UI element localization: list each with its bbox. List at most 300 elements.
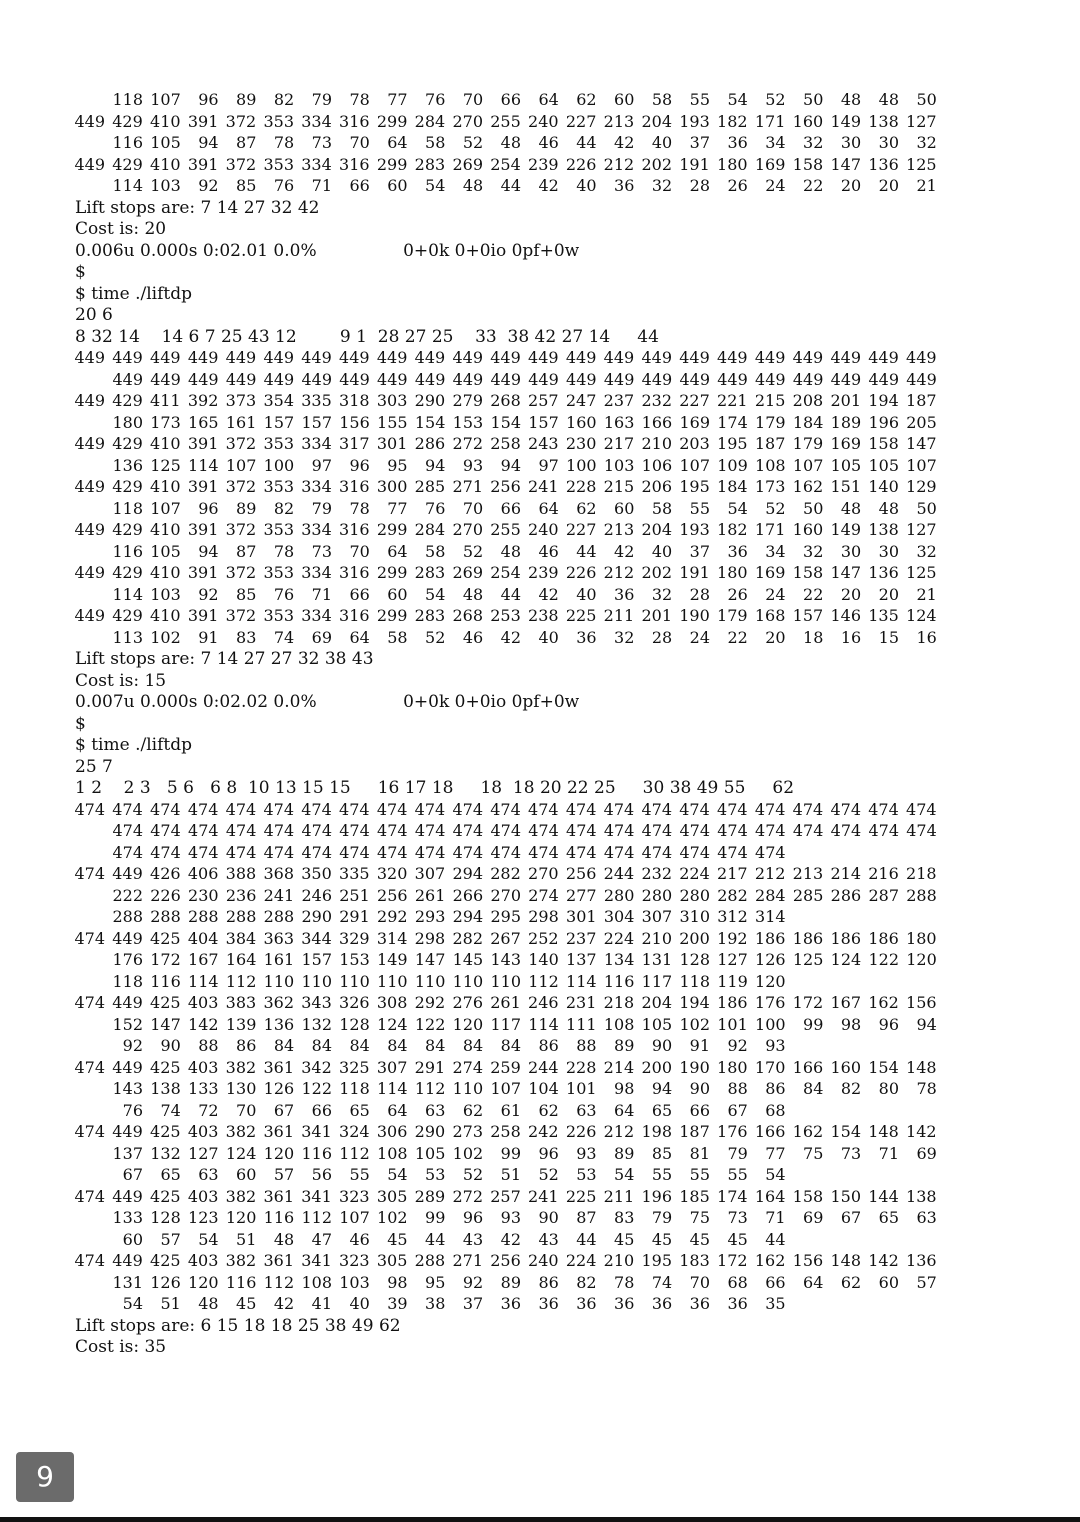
number-cell: 257 bbox=[528, 391, 559, 410]
number-cell: 162 bbox=[792, 477, 824, 496]
number-cell: 334 bbox=[301, 434, 332, 453]
output-text-line: 25 7 bbox=[75, 756, 113, 777]
number-cell: 54 bbox=[425, 176, 446, 195]
number-cell: 108 bbox=[377, 1143, 408, 1163]
number-cell: 79 bbox=[651, 1208, 673, 1227]
number-cell: 217 bbox=[717, 864, 748, 883]
number-cell: 127 bbox=[717, 950, 748, 969]
number-cell: 270 bbox=[528, 864, 559, 883]
number-cell: 105 bbox=[641, 1014, 673, 1034]
number-cell: 195 bbox=[679, 477, 710, 496]
number-cell: 90 bbox=[160, 1036, 181, 1055]
number-cell: 40 bbox=[576, 176, 597, 195]
number-cell: 150 bbox=[830, 1186, 861, 1206]
number-cell: 96 bbox=[878, 1014, 899, 1034]
number-cell: 84 bbox=[349, 1036, 370, 1055]
number-cell: 116 bbox=[112, 133, 143, 152]
number-cell: 32 bbox=[916, 133, 937, 152]
number-cell: 341 bbox=[301, 1186, 332, 1206]
number-cell: 406 bbox=[187, 864, 219, 883]
number-cell: 105 bbox=[414, 1143, 446, 1163]
number-cell: 474 bbox=[490, 842, 521, 862]
number-cell: 186 bbox=[717, 993, 748, 1012]
number-cell: 154 bbox=[830, 1122, 861, 1141]
number-cell: 98 bbox=[387, 1272, 408, 1292]
number-cell: 363 bbox=[263, 928, 294, 948]
number-cell: 334 bbox=[301, 520, 332, 539]
number-cell: 161 bbox=[225, 412, 257, 432]
number-cell: 213 bbox=[603, 111, 635, 131]
number-row bbox=[0, 1250, 1080, 1272]
number-cell: 127 bbox=[906, 111, 937, 131]
number-cell: 335 bbox=[301, 391, 332, 410]
number-cell: 89 bbox=[614, 1143, 635, 1163]
number-cell: 108 bbox=[301, 1272, 332, 1292]
number-cell: 39 bbox=[387, 1294, 408, 1313]
number-cell: 119 bbox=[717, 971, 748, 991]
number-row bbox=[0, 369, 1080, 391]
number-cell: 203 bbox=[679, 434, 710, 453]
number-cell: 474 bbox=[74, 1057, 105, 1077]
number-cell: 36 bbox=[727, 541, 748, 561]
number-cell: 274 bbox=[528, 885, 559, 905]
number-cell: 133 bbox=[188, 1079, 219, 1098]
number-cell: 75 bbox=[689, 1208, 710, 1227]
number-cell: 24 bbox=[765, 176, 786, 195]
number-cell: 298 bbox=[414, 928, 446, 948]
number-cell: 62 bbox=[840, 1272, 862, 1292]
number-cell: 391 bbox=[187, 111, 219, 131]
number-cell: 171 bbox=[754, 111, 786, 131]
number-cell: 474 bbox=[150, 842, 181, 862]
number-cell: 97 bbox=[538, 455, 559, 475]
number-cell: 210 bbox=[641, 434, 672, 453]
number-cell: 256 bbox=[565, 864, 597, 883]
number-cell: 74 bbox=[273, 627, 295, 647]
number-cell: 129 bbox=[906, 477, 937, 496]
number-cell: 134 bbox=[603, 950, 635, 969]
number-cell: 246 bbox=[528, 993, 559, 1012]
number-cell: 270 bbox=[452, 520, 483, 539]
number-cell: 32 bbox=[651, 584, 673, 604]
number-cell: 256 bbox=[490, 1251, 521, 1270]
number-cell: 474 bbox=[755, 821, 786, 840]
number-cell: 410 bbox=[150, 154, 181, 174]
number-cell: 218 bbox=[603, 993, 635, 1012]
number-cell: 64 bbox=[538, 498, 559, 518]
number-cell: 474 bbox=[301, 842, 332, 862]
number-cell: 83 bbox=[236, 627, 257, 647]
number-cell: 42 bbox=[500, 1229, 521, 1249]
number-cell: 247 bbox=[565, 391, 597, 410]
number-cell: 45 bbox=[727, 1229, 748, 1249]
number-cell: 318 bbox=[339, 391, 370, 410]
number-cell: 449 bbox=[74, 111, 105, 131]
number-cell: 353 bbox=[263, 563, 294, 582]
number-cell: 68 bbox=[765, 1100, 786, 1120]
number-cell: 102 bbox=[150, 627, 181, 647]
number-cell: 190 bbox=[679, 1057, 710, 1077]
number-cell: 48 bbox=[500, 541, 521, 561]
number-cell: 334 bbox=[301, 477, 332, 496]
number-cell: 382 bbox=[225, 1251, 257, 1270]
number-cell: 157 bbox=[263, 412, 295, 432]
number-cell: 71 bbox=[311, 176, 332, 195]
number-cell: 474 bbox=[452, 842, 484, 862]
number-cell: 284 bbox=[414, 520, 446, 539]
number-row bbox=[0, 1272, 1080, 1294]
number-cell: 166 bbox=[792, 1057, 824, 1077]
number-cell: 162 bbox=[868, 993, 899, 1012]
number-cell: 329 bbox=[339, 928, 370, 948]
number-cell: 90 bbox=[538, 1208, 559, 1227]
number-cell: 84 bbox=[387, 1036, 408, 1055]
number-cell: 361 bbox=[263, 1122, 294, 1141]
number-cell: 63 bbox=[425, 1100, 446, 1120]
number-cell: 449 bbox=[376, 348, 408, 367]
number-cell: 120 bbox=[188, 1272, 219, 1292]
number-cell: 449 bbox=[301, 348, 332, 367]
number-cell: 120 bbox=[906, 950, 937, 969]
number-cell: 64 bbox=[803, 1272, 824, 1292]
number-cell: 42 bbox=[614, 133, 635, 152]
number-cell: 180 bbox=[906, 928, 937, 948]
number-cell: 62 bbox=[576, 90, 597, 109]
number-cell: 65 bbox=[878, 1208, 899, 1227]
number-cell: 474 bbox=[414, 842, 446, 862]
number-cell: 252 bbox=[528, 928, 559, 948]
number-cell: 272 bbox=[452, 1186, 483, 1206]
number-cell: 449 bbox=[641, 369, 673, 389]
number-cell: 166 bbox=[641, 412, 673, 432]
number-cell: 67 bbox=[840, 1208, 862, 1227]
number-cell: 128 bbox=[679, 950, 710, 969]
number-cell: 474 bbox=[263, 842, 295, 862]
number-cell: 114 bbox=[377, 1079, 408, 1098]
number-cell: 165 bbox=[188, 412, 219, 432]
number-cell: 449 bbox=[112, 993, 143, 1012]
number-cell: 152 bbox=[112, 1014, 143, 1034]
number-cell: 64 bbox=[387, 133, 408, 152]
number-cell: 148 bbox=[830, 1251, 861, 1270]
number-cell: 213 bbox=[792, 864, 824, 883]
number-cell: 138 bbox=[906, 1186, 937, 1206]
number-cell: 343 bbox=[301, 993, 332, 1012]
number-cell: 449 bbox=[490, 369, 521, 389]
number-cell: 242 bbox=[528, 1122, 559, 1141]
number-cell: 77 bbox=[387, 498, 408, 518]
number-cell: 139 bbox=[225, 1014, 257, 1034]
number-cell: 87 bbox=[576, 1208, 597, 1227]
number-cell: 290 bbox=[301, 907, 332, 926]
number-cell: 126 bbox=[755, 950, 786, 969]
number-row bbox=[0, 820, 1080, 842]
number-cell: 474 bbox=[74, 864, 105, 883]
number-cell: 94 bbox=[425, 455, 446, 475]
number-cell: 128 bbox=[150, 1208, 181, 1227]
number-cell: 240 bbox=[528, 1251, 559, 1270]
number-cell: 316 bbox=[339, 154, 370, 174]
number-cell: 282 bbox=[490, 864, 521, 883]
number-cell: 267 bbox=[490, 928, 521, 948]
number-cell: 232 bbox=[641, 391, 672, 410]
number-cell: 21 bbox=[916, 176, 937, 195]
number-cell: 157 bbox=[301, 950, 332, 969]
number-cell: 66 bbox=[765, 1272, 786, 1292]
number-cell: 78 bbox=[349, 90, 370, 109]
number-cell: 449 bbox=[112, 1186, 143, 1206]
number-cell: 474 bbox=[301, 799, 332, 819]
number-cell: 60 bbox=[614, 90, 635, 109]
number-cell: 127 bbox=[188, 1143, 219, 1163]
number-cell: 92 bbox=[198, 584, 219, 604]
number-cell: 425 bbox=[150, 1122, 181, 1141]
number-cell: 108 bbox=[603, 1014, 635, 1034]
number-cell: 126 bbox=[150, 1272, 181, 1292]
number-cell: 449 bbox=[906, 348, 937, 367]
number-cell: 76 bbox=[425, 498, 446, 518]
number-cell: 63 bbox=[916, 1208, 937, 1227]
number-cell: 289 bbox=[414, 1186, 446, 1206]
number-cell: 38 bbox=[425, 1294, 446, 1313]
number-cell: 231 bbox=[565, 993, 597, 1012]
number-cell: 82 bbox=[576, 1272, 597, 1292]
number-cell: 449 bbox=[452, 348, 483, 367]
number-cell: 45 bbox=[387, 1229, 408, 1249]
number-cell: 84 bbox=[803, 1079, 824, 1098]
number-cell: 133 bbox=[112, 1208, 143, 1227]
number-cell: 120 bbox=[225, 1208, 257, 1227]
number-cell: 48 bbox=[462, 584, 484, 604]
number-cell: 212 bbox=[603, 1122, 635, 1141]
number-cell: 449 bbox=[74, 477, 105, 496]
number-cell: 93 bbox=[576, 1143, 597, 1163]
number-cell: 20 bbox=[765, 627, 786, 647]
number-cell: 215 bbox=[754, 391, 786, 410]
number-cell: 100 bbox=[263, 455, 295, 475]
number-cell: 37 bbox=[689, 133, 710, 152]
number-cell: 282 bbox=[717, 885, 748, 905]
number-row bbox=[0, 175, 1080, 197]
number-cell: 88 bbox=[576, 1036, 597, 1055]
number-cell: 474 bbox=[490, 821, 521, 840]
number-cell: 449 bbox=[452, 369, 484, 389]
number-cell: 474 bbox=[376, 799, 408, 819]
number-cell: 110 bbox=[263, 971, 295, 991]
number-cell: 449 bbox=[414, 369, 446, 389]
number-cell: 65 bbox=[160, 1165, 181, 1184]
number-row bbox=[0, 1164, 1080, 1186]
number-row bbox=[0, 627, 1080, 649]
number-cell: 172 bbox=[717, 1251, 748, 1270]
number-cell: 45 bbox=[689, 1229, 710, 1249]
number-cell: 334 bbox=[301, 563, 332, 582]
number-cell: 288 bbox=[414, 1251, 446, 1270]
number-cell: 276 bbox=[452, 993, 483, 1012]
number-cell: 426 bbox=[150, 864, 181, 883]
number-cell: 135 bbox=[868, 606, 899, 625]
number-cell: 372 bbox=[225, 154, 257, 174]
number-cell: 47 bbox=[311, 1229, 332, 1249]
number-row bbox=[0, 154, 1080, 176]
number-cell: 429 bbox=[112, 391, 143, 410]
number-cell: 160 bbox=[792, 111, 824, 131]
number-cell: 46 bbox=[538, 541, 559, 561]
number-cell: 117 bbox=[641, 971, 673, 991]
number-cell: 124 bbox=[830, 950, 862, 969]
number-cell: 116 bbox=[225, 1272, 257, 1292]
number-cell: 362 bbox=[263, 993, 294, 1012]
number-cell: 164 bbox=[754, 1186, 786, 1206]
number-cell: 52 bbox=[538, 1165, 559, 1184]
number-cell: 160 bbox=[566, 412, 597, 432]
number-cell: 107 bbox=[906, 455, 937, 475]
number-cell: 232 bbox=[641, 864, 672, 883]
number-cell: 127 bbox=[906, 520, 937, 539]
number-cell: 36 bbox=[500, 1294, 521, 1313]
number-cell: 114 bbox=[112, 584, 143, 604]
number-cell: 214 bbox=[603, 1057, 635, 1077]
number-row bbox=[0, 1229, 1080, 1251]
number-cell: 474 bbox=[74, 1251, 105, 1270]
number-cell: 164 bbox=[225, 950, 257, 969]
number-cell: 221 bbox=[717, 391, 748, 410]
number-cell: 44 bbox=[425, 1229, 446, 1249]
number-cell: 425 bbox=[150, 928, 181, 948]
number-cell: 305 bbox=[376, 1186, 408, 1206]
number-cell: 63 bbox=[198, 1165, 219, 1184]
number-cell: 43 bbox=[538, 1229, 559, 1249]
number-cell: 227 bbox=[565, 520, 597, 539]
number-cell: 474 bbox=[868, 821, 899, 840]
number-cell: 54 bbox=[614, 1165, 635, 1184]
number-cell: 154 bbox=[490, 412, 521, 432]
number-cell: 326 bbox=[339, 993, 370, 1012]
number-cell: 147 bbox=[830, 154, 861, 174]
number-cell: 174 bbox=[717, 1186, 748, 1206]
number-cell: 201 bbox=[641, 606, 672, 625]
number-cell: 136 bbox=[263, 1014, 295, 1034]
number-cell: 58 bbox=[387, 627, 408, 647]
number-cell: 324 bbox=[339, 1122, 370, 1141]
number-cell: 285 bbox=[792, 885, 824, 905]
number-cell: 195 bbox=[717, 434, 748, 453]
number-cell: 32 bbox=[614, 627, 635, 647]
number-cell: 158 bbox=[868, 434, 899, 453]
number-cell: 449 bbox=[263, 348, 294, 367]
number-cell: 156 bbox=[792, 1251, 824, 1270]
number-cell: 110 bbox=[414, 971, 446, 991]
number-cell: 191 bbox=[679, 563, 710, 582]
number-cell: 136 bbox=[906, 1251, 937, 1270]
number-cell: 62 bbox=[462, 1100, 484, 1120]
number-cell: 112 bbox=[528, 971, 559, 991]
number-cell: 169 bbox=[679, 412, 710, 432]
number-cell: 120 bbox=[755, 971, 786, 991]
number-row bbox=[0, 992, 1080, 1014]
number-cell: 80 bbox=[878, 1079, 899, 1098]
number-cell: 68 bbox=[727, 1272, 748, 1292]
number-cell: 474 bbox=[74, 1186, 105, 1206]
number-cell: 48 bbox=[878, 90, 899, 109]
number-cell: 110 bbox=[339, 971, 370, 991]
number-cell: 193 bbox=[679, 520, 710, 539]
number-cell: 96 bbox=[462, 1208, 484, 1227]
number-cell: 271 bbox=[452, 1251, 483, 1270]
number-cell: 84 bbox=[273, 1036, 295, 1055]
number-cell: 55 bbox=[689, 1165, 710, 1184]
number-cell: 30 bbox=[840, 541, 862, 561]
number-cell: 28 bbox=[689, 584, 710, 604]
number-cell: 157 bbox=[528, 412, 559, 432]
number-cell: 169 bbox=[754, 154, 786, 174]
number-cell: 89 bbox=[236, 90, 257, 109]
number-cell: 92 bbox=[727, 1036, 748, 1055]
number-cell: 474 bbox=[225, 799, 257, 819]
number-cell: 120 bbox=[452, 1014, 484, 1034]
number-cell: 186 bbox=[830, 928, 861, 948]
number-cell: 284 bbox=[414, 111, 446, 131]
number-row bbox=[0, 842, 1080, 864]
number-cell: 37 bbox=[462, 1294, 484, 1313]
number-cell: 212 bbox=[603, 563, 635, 582]
number-cell: 113 bbox=[112, 627, 143, 647]
number-cell: 75 bbox=[803, 1143, 824, 1163]
number-cell: 230 bbox=[565, 434, 597, 453]
number-cell: 105 bbox=[150, 541, 181, 561]
number-row bbox=[0, 347, 1080, 369]
number-cell: 403 bbox=[187, 1122, 219, 1141]
number-cell: 183 bbox=[679, 1251, 710, 1270]
number-cell: 474 bbox=[755, 842, 786, 862]
number-cell: 224 bbox=[679, 864, 710, 883]
number-cell: 28 bbox=[651, 627, 673, 647]
number-cell: 307 bbox=[641, 907, 673, 926]
number-cell: 66 bbox=[689, 1100, 710, 1120]
number-cell: 205 bbox=[906, 412, 937, 432]
number-cell: 353 bbox=[263, 477, 294, 496]
number-cell: 122 bbox=[414, 1014, 446, 1034]
number-cell: 474 bbox=[603, 842, 635, 862]
number-cell: 153 bbox=[339, 950, 370, 969]
number-cell: 410 bbox=[150, 434, 181, 453]
number-cell: 449 bbox=[603, 369, 635, 389]
number-cell: 449 bbox=[528, 348, 559, 367]
number-cell: 131 bbox=[112, 1272, 143, 1292]
number-cell: 118 bbox=[112, 971, 143, 991]
number-cell: 154 bbox=[868, 1057, 899, 1077]
number-cell: 449 bbox=[792, 348, 824, 367]
number-cell: 100 bbox=[755, 1014, 786, 1034]
number-cell: 294 bbox=[452, 907, 484, 926]
number-cell: 147 bbox=[830, 563, 861, 582]
number-cell: 410 bbox=[150, 563, 181, 582]
number-cell: 341 bbox=[301, 1122, 332, 1141]
number-cell: 114 bbox=[112, 176, 143, 195]
number-cell: 42 bbox=[538, 176, 559, 195]
number-cell: 474 bbox=[566, 821, 597, 840]
number-cell: 474 bbox=[377, 821, 408, 840]
number-cell: 142 bbox=[868, 1251, 899, 1270]
number-cell: 158 bbox=[792, 1186, 824, 1206]
number-cell: 474 bbox=[792, 821, 824, 840]
number-cell: 176 bbox=[717, 1122, 748, 1141]
number-cell: 32 bbox=[651, 176, 673, 195]
number-cell: 82 bbox=[273, 90, 295, 109]
number-cell: 89 bbox=[236, 498, 257, 518]
number-cell: 36 bbox=[727, 1294, 748, 1313]
number-cell: 123 bbox=[188, 1208, 219, 1227]
